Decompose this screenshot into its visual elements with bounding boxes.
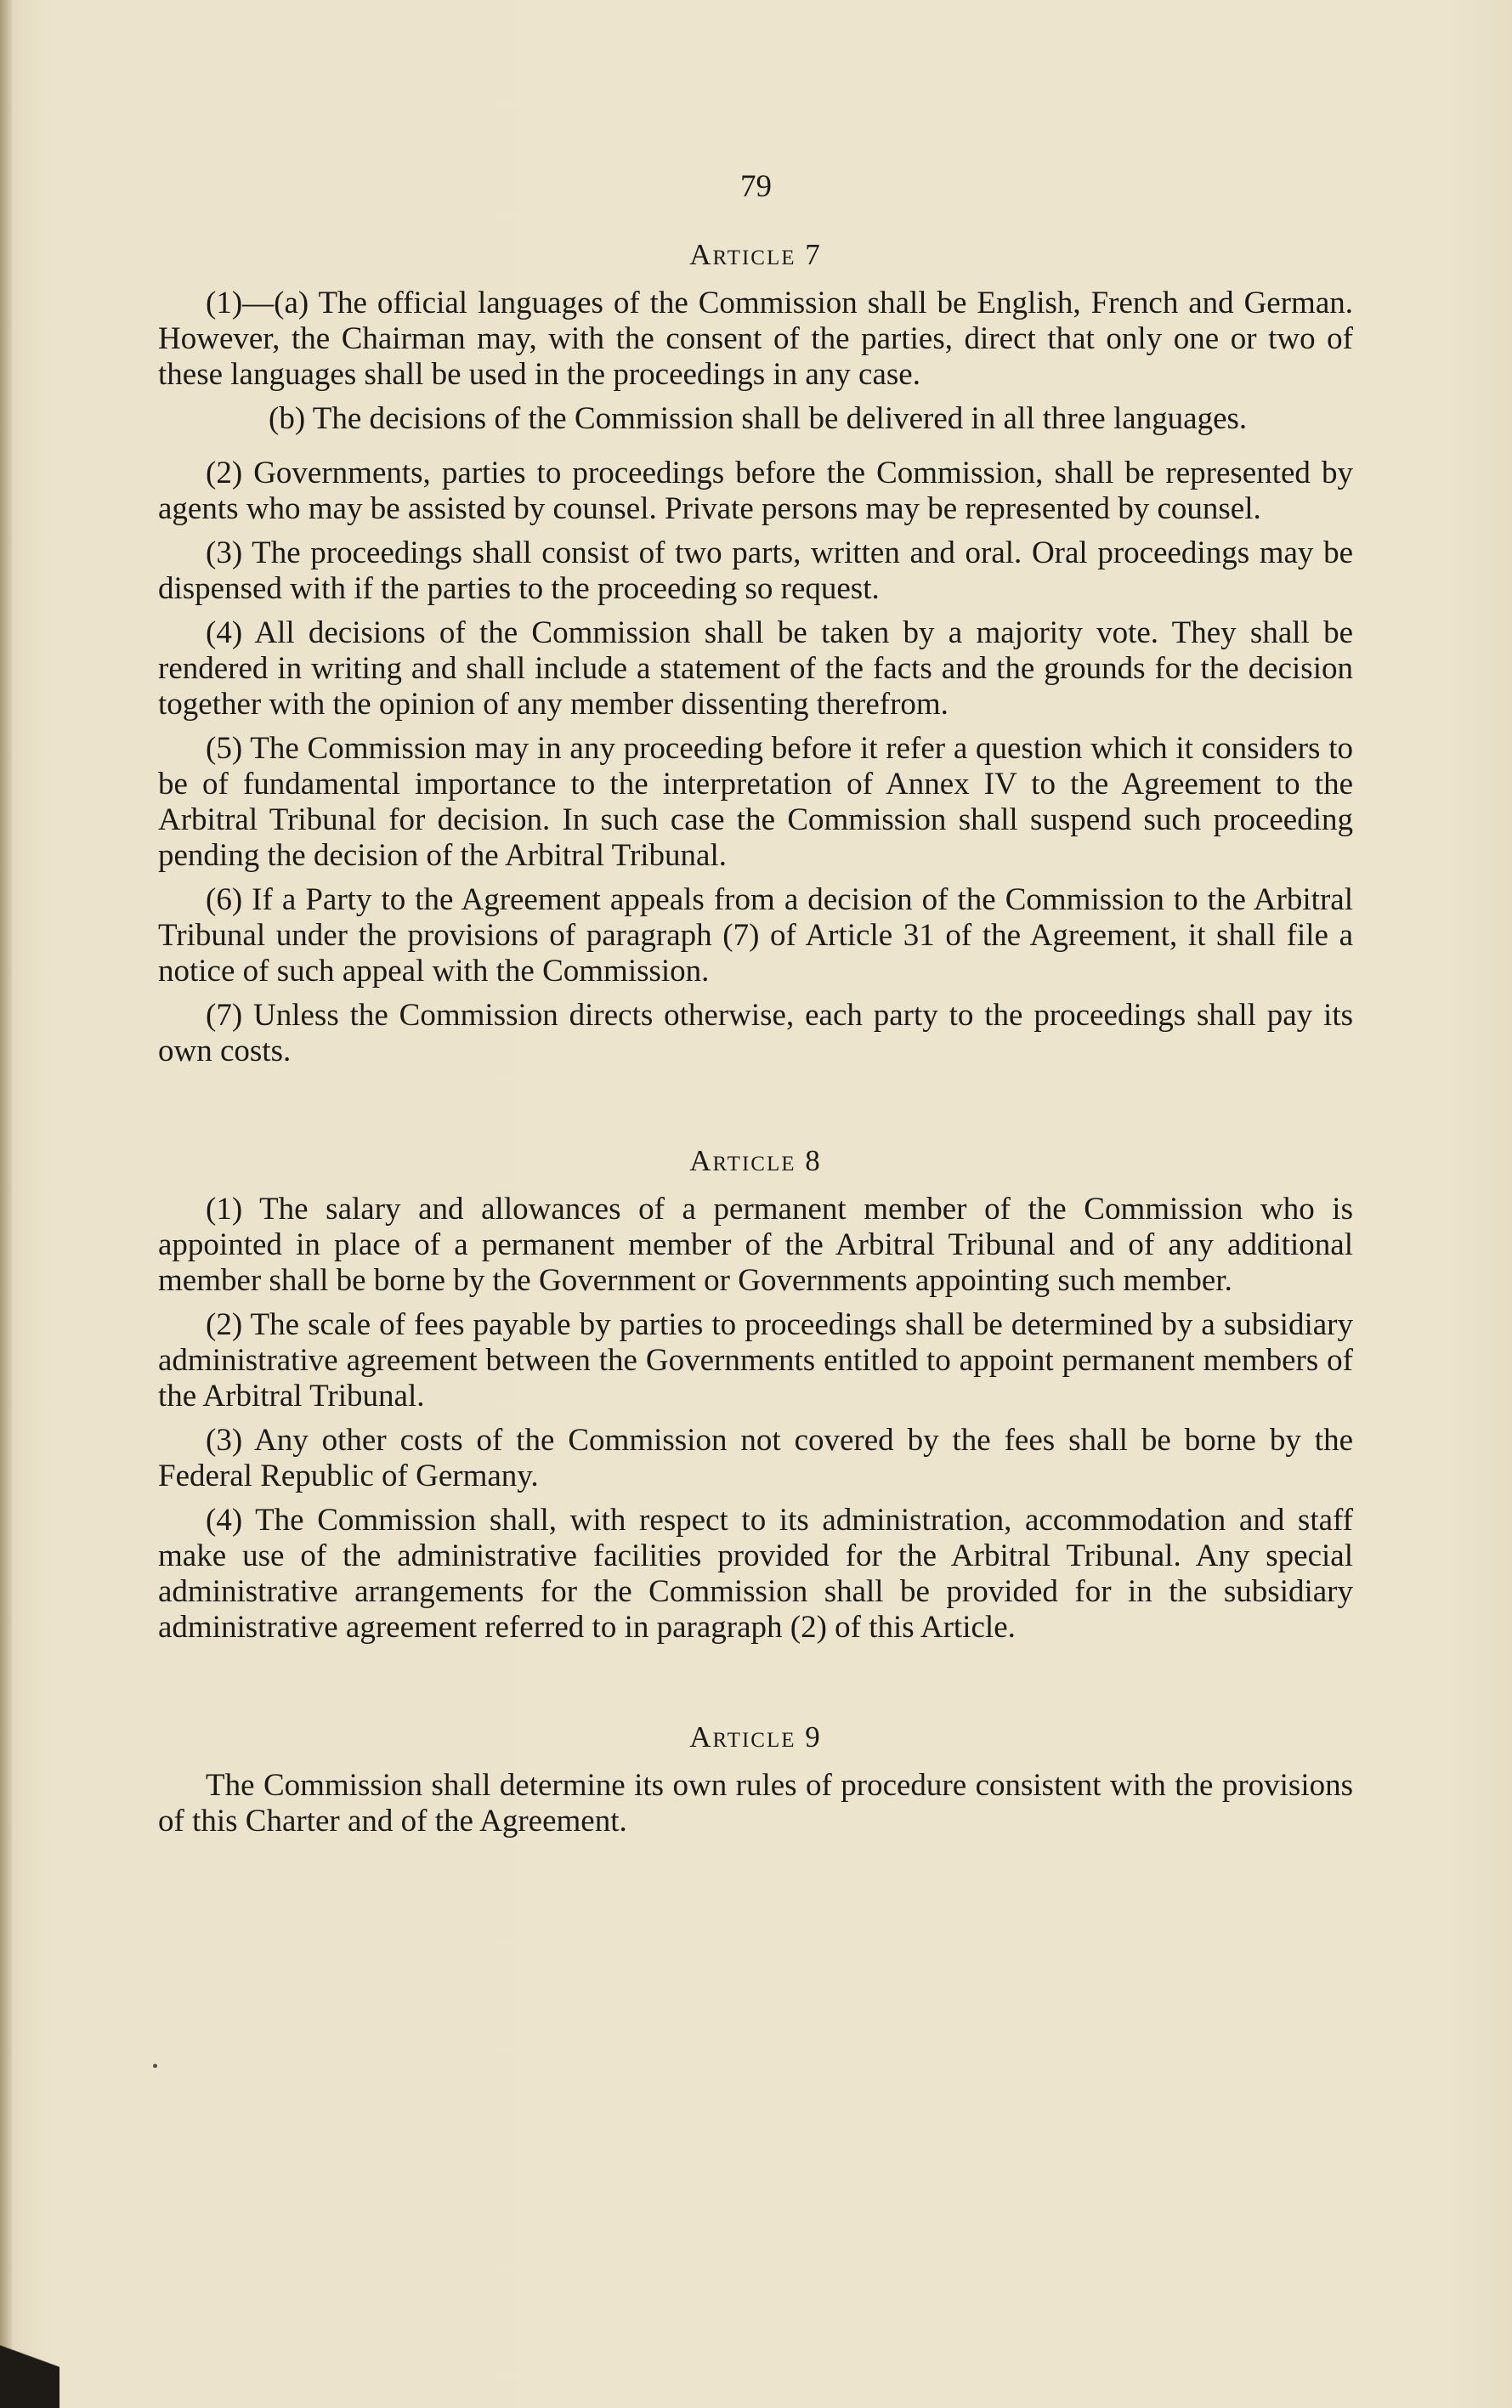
article-8-paragraph-1: (1) The salary and allowances of a permanent member of the Commission who is appointed in place of a permanent member of the Arbitral Tribunal and of any additional member shall be borne by the Government or Governments appointing such member.	[158, 1192, 1353, 1298]
book-spine-shadow	[0, 0, 12, 2408]
article-8-heading: Article 8	[689, 1144, 822, 1177]
article-9-heading: Article 9	[689, 1720, 822, 1754]
article-7-paragraph-2: (2) Governments, parties to proceedings before the Commission, shall be represented by agents who may be assisted by counsel. Private persons may be represented by counsel.	[158, 456, 1353, 526]
page-corner-shadow	[0, 2315, 59, 2408]
article-8-paragraph-3: (3) Any other costs of the Commission not covered by the fees shall be borne by the Federal Republic of Germany.	[158, 1423, 1353, 1493]
page-number: 79	[740, 169, 772, 204]
article-7-paragraph-1a: (1)—(a) The official languages of the Commission shall be English, French and German. However, the Chairman may, with the consent of the parties, direct that only one or two of these languages shall be used in the proceedings in any case.	[158, 286, 1353, 392]
article-7-heading: Article 7	[689, 238, 822, 271]
article-7-paragraph-3: (3) The proceedings shall consist of two parts, written and oral. Oral proceedings may be dispensed with if the parties to the proceeding so request.	[158, 535, 1353, 606]
print-speck	[153, 2064, 157, 2068]
text-body	[158, 238, 1353, 1848]
article-7-paragraph-4: (4) All decisions of the Commission shall be taken by a majority vote. They shall be rendered in writing and shall include a statement of the facts and the grounds for the decision together with the opinion of any member dissenting therefrom.	[158, 615, 1353, 722]
article-9-paragraph-1: The Commission shall determine its own rules of procedure consistent with the provisions of this Charter and of the Agreement.	[158, 1768, 1353, 1839]
article-7-paragraph-1b: (b) The decisions of the Commission shall be delivered in all three languages.	[269, 401, 1248, 436]
article-7-paragraph-7: (7) Unless the Commission directs otherwise, each party to the proceedings shall pay its own costs.	[158, 998, 1353, 1068]
article-7-paragraph-6: (6) If a Party to the Agreement appeals from a decision of the Commission to the Arbitral Tribunal under the provisions of paragraph (7) of Article 31 of the Agreement, it shall file a notice of such appeal with the Commission.	[158, 882, 1353, 989]
article-7-paragraph-5: (5) The Commission may in any proceeding before it refer a question which it considers to be of fundamental importance to the interpretation of Annex IV to the Agreement to the Arbitral Tribunal for decision. In such case the Commission shall suspend such proceeding pending the decision of the Arbitral Tribunal.	[158, 731, 1353, 873]
article-8-paragraph-2: (2) The scale of fees payable by parties to proceedings shall be determined by a subsidiary administrative agreement between the Governments entitled to appoint permanent members of the Arbitral Tribunal.	[158, 1307, 1353, 1414]
article-8-paragraph-4: (4) The Commission shall, with respect to its administration, accommodation and staff make use of the administrative facilities provided for the Arbitral Tribunal. Any special administrative arrangements for the Commission shall be provided for in the subsidiary administrative agreement referred to in paragraph (2) of this Article.	[158, 1503, 1353, 1645]
